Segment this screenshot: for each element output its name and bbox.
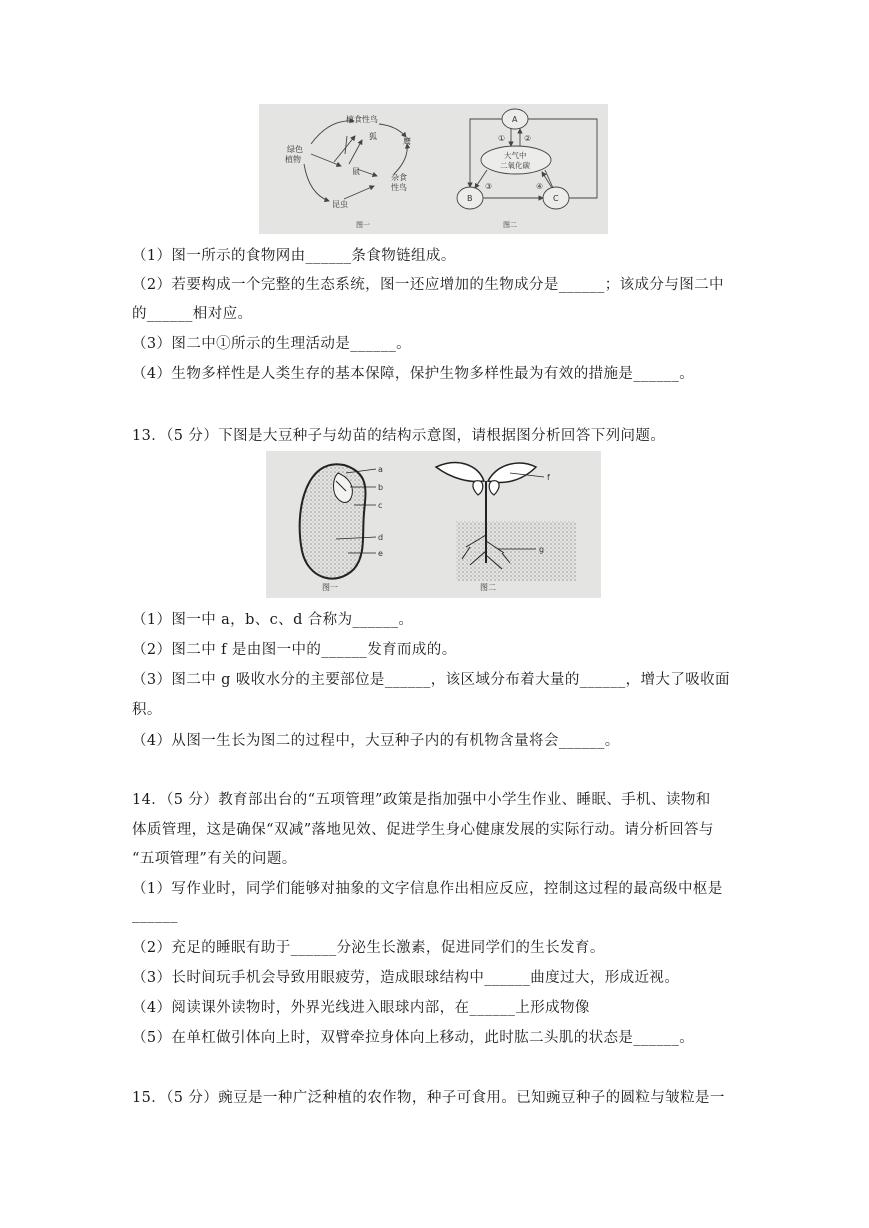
carbon-node-c: C	[553, 194, 559, 203]
seedling-caption: 图二	[480, 583, 496, 592]
q12-line-1: （1）图一所示的食物网由______条食物链组成。	[132, 248, 456, 264]
figure-food-web-carbon-cycle	[259, 104, 608, 234]
seedling-label-f: f	[547, 473, 550, 482]
food-web-plant-line1: 绿色	[287, 145, 303, 154]
figure-soybean-seed-seedling	[266, 451, 601, 598]
q13-line-5: （4）从图一生长为图二的过程中，大豆种子内的有机物含量将会______。	[132, 733, 620, 749]
figure-12-svg	[259, 104, 608, 234]
food-web-fox: 狐	[369, 132, 377, 141]
q12-line-2: （2）若要构成一个完整的生态系统，图一还应增加的生物成分是______；该成分与图二中	[132, 277, 724, 293]
food-web-omnivore-line1: 杂食	[391, 173, 407, 182]
seed-label-e: e	[378, 549, 383, 558]
q14-line-5: （4）阅读课外读物时，外界光线进入眼球内部，在______上形成物像	[132, 1000, 590, 1016]
q14-line-6: （5）在单杠做引体向上时，双臂牵拉身体向上移动，此时肱二头肌的状态是______。	[132, 1030, 695, 1046]
food-web-plant-line2: 植物	[285, 155, 301, 164]
carbon-cycle-caption: 图二	[503, 221, 517, 229]
seed-label-a: a	[378, 465, 383, 474]
food-web-insect: 昆虫	[332, 200, 348, 209]
q14-stem-line-3: “五项管理”有关的问题。	[132, 851, 297, 867]
carbon-arrow-2-label: ②	[524, 134, 532, 143]
seed-caption: 图一	[322, 583, 338, 592]
q15-stem: 15．（5 分）豌豆是一种广泛种植的农作物，种子可食用。已知豌豆种子的圆粒与皱粒是一	[132, 1090, 725, 1106]
seed-label-d: d	[378, 533, 384, 542]
q14-line-1: （1）写作业时，同学们能够对抽象的文字信息作出相应反应，控制这过程的最高级中枢是	[132, 881, 723, 897]
soybean-seedling-drawing	[436, 463, 576, 581]
q13-line-1: （1）图一中 a，b、c、d 合称为______。	[132, 612, 414, 628]
q12-line-3: 的______相对应。	[132, 306, 253, 322]
q12-line-4: （3）图二中①所示的生理活动是______。	[132, 336, 412, 352]
carbon-arrow-3-label: ③	[485, 182, 493, 191]
food-web-eagle: 鹰	[403, 137, 411, 146]
q12-line-5: （4）生物多样性是人类生存的基本保障，保护生物多样性最为有效的措施是______。	[132, 366, 695, 382]
soybean-seed-drawing	[300, 464, 376, 578]
q13-line-4: 积。	[132, 702, 162, 718]
q13-stem: 13．（5 分）下图是大豆种子与幼苗的结构示意图，请根据图分析回答下列问题。	[132, 428, 666, 444]
carbon-atmosphere-line1: 大气中	[504, 151, 527, 160]
food-web-omnivore-line2: 性鸟	[391, 183, 407, 192]
q13-line-3: （3）图二中 g 吸收水分的主要部位是______，该区域分布着大量的______，增大了吸收面	[132, 672, 730, 688]
carbon-node-b: B	[467, 194, 473, 203]
carbon-arrow-1-label: ①	[498, 134, 506, 143]
figure-13-svg	[266, 451, 601, 598]
seedling-label-g: g	[539, 545, 545, 554]
q14-line-3: （2）充足的睡眠有助于______分泌生长激素，促进同学们的生长发育。	[132, 940, 605, 956]
q14-line-4: （3）长时间玩手机会导致用眼疲劳，造成眼球结构中______曲度过大，形成近视。	[132, 970, 680, 986]
q14-line-2: ______	[132, 907, 178, 923]
q14-stem-line-2: 体质管理，这是确保“双减”落地见效、促进学生身心健康发展的实际行动。请分析回答与	[132, 822, 714, 838]
food-web-mouse: 鼠	[352, 167, 360, 176]
q14-stem-line-1: 14．（5 分）教育部出台的“五项管理”政策是指加强中小学生作业、睡眠、手机、读物和	[132, 792, 711, 808]
seed-label-b: b	[378, 483, 384, 492]
carbon-atmosphere-line2: 二氧化碳	[500, 161, 530, 170]
food-web-caption: 图一	[356, 221, 370, 229]
carbon-arrow-4-label: ④	[536, 182, 544, 191]
seed-label-c: c	[378, 501, 383, 510]
q13-line-2: （2）图二中 f 是由图一中的______发育而成的。	[132, 642, 457, 658]
food-web-herbivore-bird: 植食性鸟	[346, 115, 378, 124]
carbon-node-a: A	[512, 115, 518, 124]
carbon-cycle	[457, 109, 597, 209]
